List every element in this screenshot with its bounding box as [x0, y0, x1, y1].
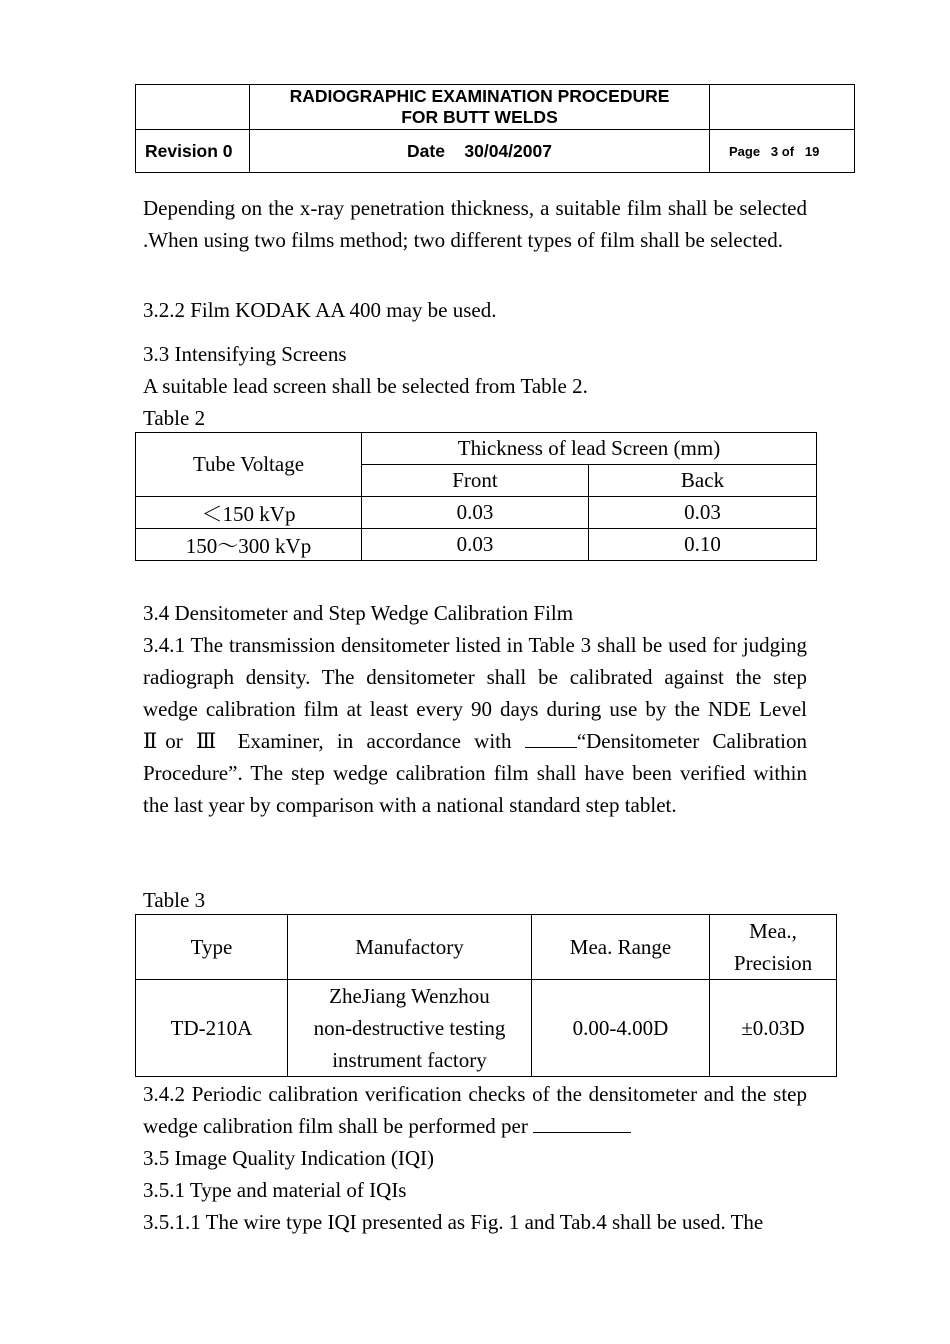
table-2-caption: Table 2 [143, 406, 206, 430]
manufactory-line-2: non-destructive testing [313, 1016, 506, 1040]
section-3-2-2: 3.2.2 Film KODAK AA 400 may be used. [143, 298, 497, 322]
header-blank-cell [710, 85, 855, 130]
page-indicator [710, 130, 855, 173]
lead-screen-table [135, 432, 817, 561]
table-row [136, 980, 837, 1077]
title-line-2: FOR BUTT WELDS [401, 107, 558, 127]
section-3-5-1-1: 3.5.1.1 The wire type IQI presented as Fig. 1 and Tab.4 shall be used. The [143, 1210, 764, 1234]
page-number: 3 [770, 143, 779, 159]
table-row [136, 497, 817, 529]
manufactory-line-3: instrument factory [332, 1048, 487, 1072]
table2-header-tube-voltage: Tube Voltage [136, 433, 362, 497]
table3-header-range: Mea. Range [532, 915, 710, 980]
page-of: of [781, 143, 795, 159]
precision-header-line-2: Precision [733, 951, 813, 975]
section-3-3-text: A suitable lead screen shall be selected from Table 2. [143, 374, 588, 398]
reference-blank [525, 729, 577, 748]
table3-precision-cell: ±0.03D [710, 980, 837, 1077]
date-cell [250, 130, 710, 173]
table3-header-manufactory: Manufactory [288, 915, 532, 980]
header-logo-cell [136, 85, 250, 130]
table3-header-type: Type [136, 915, 288, 980]
table2-voltage-cell: ＜150 kVp [136, 497, 362, 529]
table2-header-thickness: Thickness of lead Screen (mm) [362, 433, 817, 465]
table3-type-cell: TD-210A [136, 980, 288, 1077]
table3-manufactory-cell [288, 980, 532, 1077]
table2-back-cell: 0.03 [589, 497, 817, 529]
table2-front-cell: 0.03 [362, 497, 589, 529]
reference-blank [533, 1114, 631, 1133]
section-3-5-1-heading: 3.5.1 Type and material of IQIs [143, 1178, 407, 1202]
table2-header-back: Back [589, 465, 817, 497]
paragraph-3-4-1 [143, 629, 807, 821]
section-3-5-heading: 3.5 Image Quality Indication (IQI) [143, 1146, 434, 1170]
document-title [250, 85, 710, 130]
table-3-caption: Table 3 [143, 888, 206, 912]
page-label: Page [729, 143, 761, 159]
densitometer-table [135, 914, 837, 1077]
table2-back-cell: 0.10 [589, 529, 817, 561]
paragraph-3-4-1-part-b: “Densitometer Calibration Procedure”. The step wedge calibration film shall have been verified within the last year by comparison with a national standard step tablet. [143, 729, 808, 817]
date-label: Date [407, 140, 445, 161]
paragraph-3-4-2-text: 3.4.2 Periodic calibration verification checks of the densitometer and the step wedge calibration film shall be performed per [143, 1082, 807, 1138]
section-3-4-heading: 3.4 Densitometer and Step Wedge Calibration Film [143, 601, 574, 625]
table2-voltage-cell: 150～300 kVp [136, 529, 362, 561]
paragraph-3-4-2 [143, 1078, 807, 1142]
table3-range-cell: 0.00-4.00D [532, 980, 710, 1077]
table3-header-precision [710, 915, 837, 980]
manufactory-line-1: ZheJiang Wenzhou [329, 984, 490, 1008]
revision-label: Revision 0 [136, 130, 250, 173]
paragraph-3-4-1-part-a: 3.4.1 The transmission densitometer listed in Table 3 shall be used for judging radiograph density. The densitometer shall be calibrated against the step wedge calibration film at least every 90 days during use by the NDE Level Ⅱor Ⅲ Examiner, in accordance with [143, 633, 807, 753]
date-value: 30/04/2007 [464, 140, 552, 161]
table-row [136, 529, 817, 561]
table2-front-cell: 0.03 [362, 529, 589, 561]
section-3-3-heading: 3.3 Intensifying Screens [143, 342, 347, 366]
document-header [135, 84, 855, 173]
table2-header-front: Front [362, 465, 589, 497]
page-total: 19 [804, 143, 820, 159]
precision-header-line-1: Mea., [749, 919, 797, 943]
paragraph-film-selection: Depending on the x-ray penetration thickness, a suitable film shall be selected .When using two films method; two different types of film shall be selected. [143, 196, 807, 252]
title-line-1: RADIOGRAPHIC EXAMINATION PROCEDURE [289, 86, 670, 106]
